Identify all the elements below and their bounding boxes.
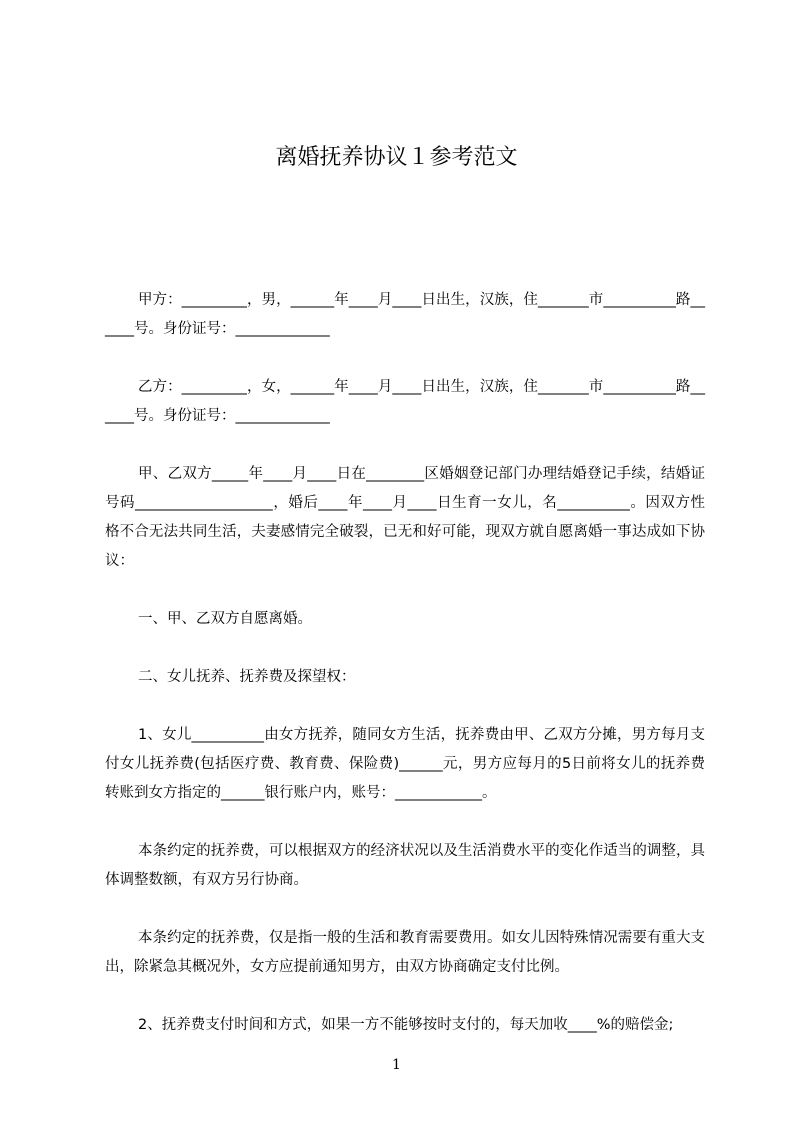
payment-method-paragraph: 2、抚养费支付时间和方式，如果一方不能够按时支付的，每天加收____%的赔偿金; [138,1017,674,1033]
document-body [105,286,705,1040]
special-expense-paragraph: 本条约定的抚养费，仅是指一般的生活和教育需要费用。如女儿因特殊情况需要有重大支出，除紧急其概况外，女方应提前通知男方，由双方协商确定支付比例。 [105,930,705,975]
party-a-paragraph: 甲方：_________，男，______年____月____日出生，汉族，住_______市__________路______号。身份证号：_____________ [105,292,705,337]
clause-one-paragraph: 一、甲、乙双方自愿离婚。 [138,611,312,627]
document-title: 离婚抚养协议１参考范文 [275,145,518,170]
page-number: 1 [392,1057,401,1073]
adjustment-paragraph: 本条约定的抚养费，可以根据双方的经济状况以及生活消费水平的变化作适当的调整，具体调整数额，有双方另行协商。 [105,843,705,888]
marriage-background-paragraph: 甲、乙双方_____年____月____日在________区婚姻登记部门办理结婚登记手续，结婚证号码___________________，婚后____年____月____日生育一女儿，名__________。因双方性格不合无法共同生活，夫妻感情完全破裂，已无和好可能，现双方就自愿离婚一事达成如下协议： [105,466,705,569]
party-b-paragraph: 乙方：_________，女，______年____月____日出生，汉族，住_______市__________路______号。身份证号：_____________ [105,379,705,424]
clause-two-heading: 二、女儿抚养、抚养费及探望权： [138,669,356,685]
custody-paragraph: 1、女儿__________由女方抚养，随同女方生活，抚养费由甲、乙双方分摊，男方每月支付女儿抚养费(包括医疗费、教育费、保险费)______元，男方应每月的5日前将女儿的抚养费转账到女方指定的______银行账户内，账号：____________。 [105,727,705,801]
